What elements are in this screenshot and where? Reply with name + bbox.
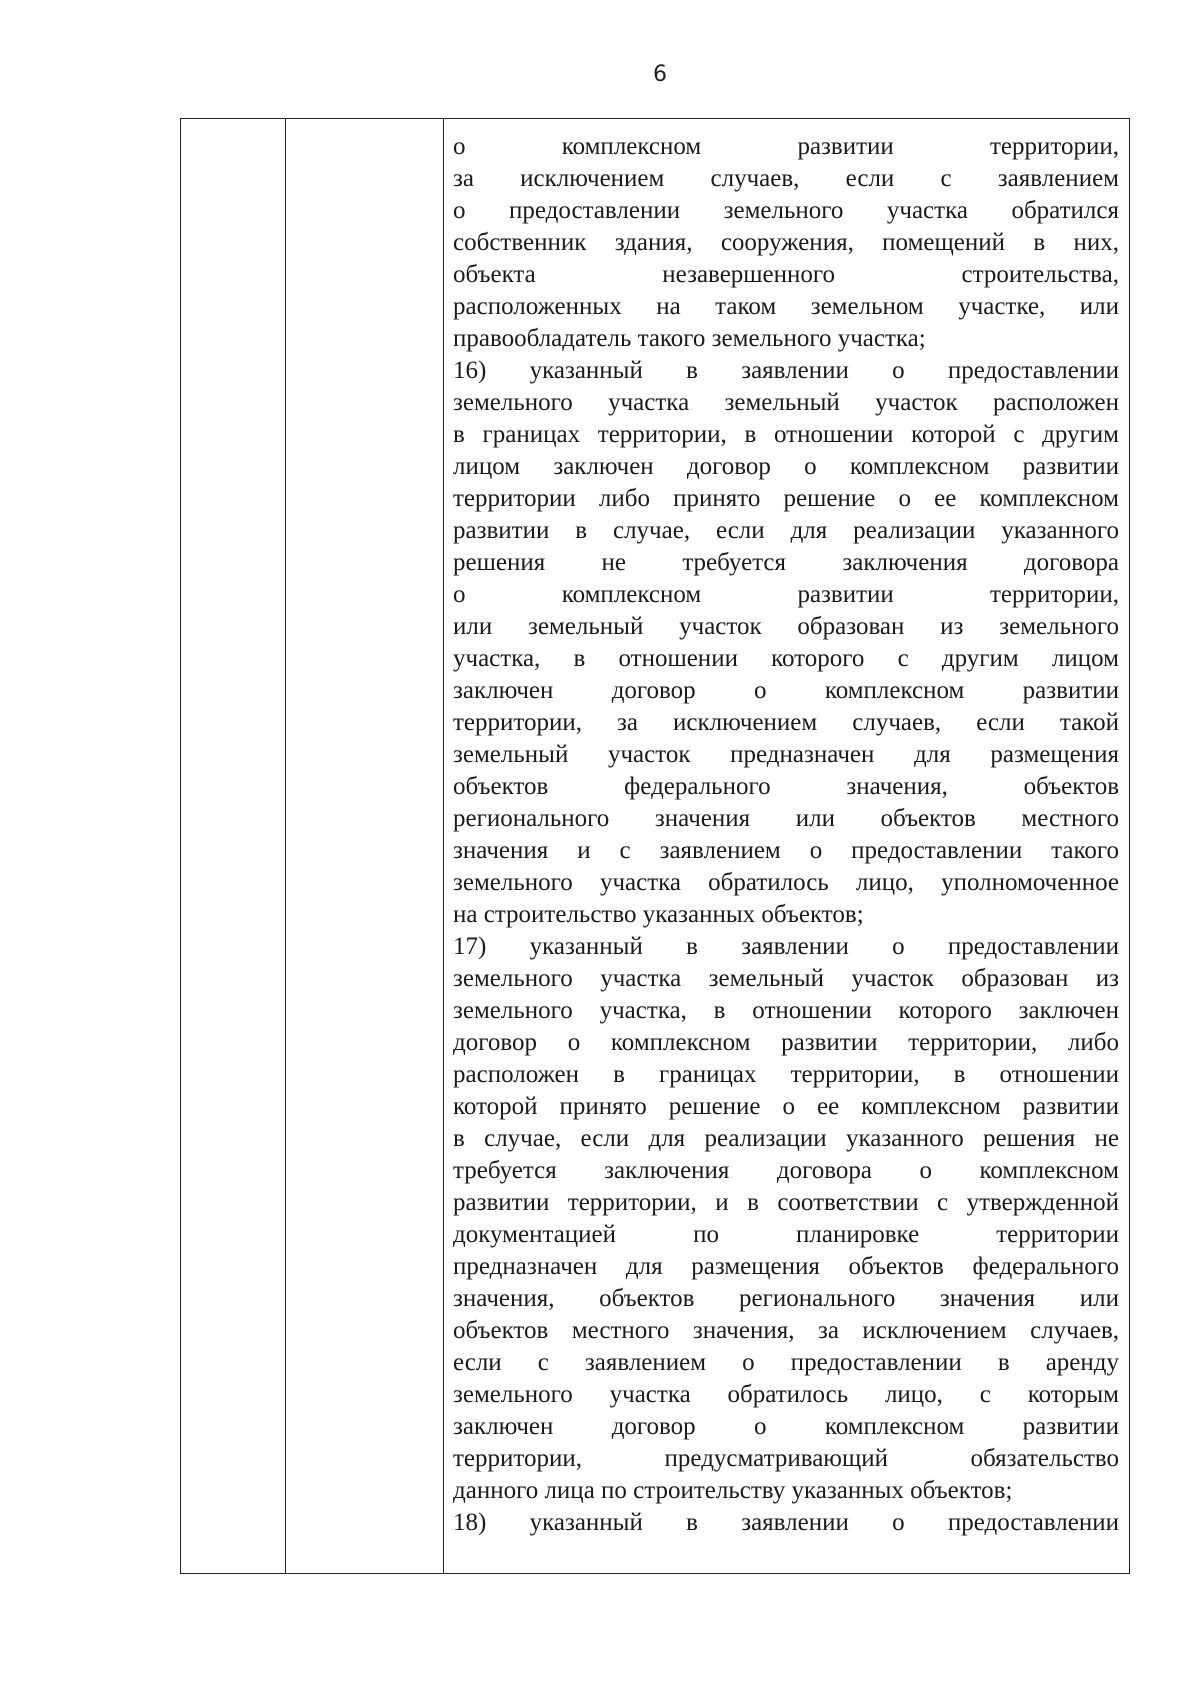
text-line: развитии территории, и в соответствии с утвержденной: [453, 1189, 1119, 1216]
text-line: в границах территории, в отношении которой с другим: [453, 421, 1119, 448]
text-line: участка, в отношении которого с другим лицом: [453, 645, 1119, 672]
text-line: земельного участка земельный участок образован из: [453, 965, 1119, 992]
text-line: объекта незавершенного строительства,: [453, 261, 1119, 288]
text-line: развитии в случае, если для реализации указанного: [453, 517, 1119, 544]
text-line: если с заявлением о предоставлении в аренду: [453, 1349, 1119, 1376]
text-line: или земельный участок образован из земельного: [453, 613, 1119, 640]
text-line: за исключением случаев, если с заявлением: [453, 165, 1119, 192]
text-line: о комплексном развитии территории,: [453, 581, 1119, 608]
text-line: правообладатель такого земельного участка;: [453, 325, 926, 352]
text-line: территории либо принято решение о ее комплексном: [453, 485, 1119, 512]
text-line: договор о комплексном развитии территории, либо: [453, 1029, 1119, 1056]
text-line: расположен в границах территории, в отношении: [453, 1061, 1119, 1088]
text-line: собственник здания, сооружения, помещений в них,: [453, 229, 1119, 256]
column-divider: [285, 119, 286, 1573]
text-line: о предоставлении земельного участка обратился: [453, 197, 1119, 224]
text-line: земельного участка земельный участок расположен: [453, 389, 1119, 416]
text-line: земельный участок предназначен для размещения: [453, 741, 1119, 768]
text-line: земельного участка обратилось лицо, с которым: [453, 1381, 1119, 1408]
text-line: документацией по планировке территории: [453, 1221, 1119, 1248]
text-line: 18) указанный в заявлении о предоставлении: [453, 1509, 1119, 1536]
text-line: регионального значения или объектов местного: [453, 805, 1119, 832]
text-line: на строительство указанных объектов;: [453, 901, 864, 928]
text-line: в случае, если для реализации указанного решения не: [453, 1125, 1119, 1152]
text-line: значения и с заявлением о предоставлении такого: [453, 837, 1119, 864]
text-line: 17) указанный в заявлении о предоставлении: [453, 933, 1119, 960]
text-line: о комплексном развитии территории,: [453, 133, 1119, 160]
text-line: земельного участка, в отношении которого заключен: [453, 997, 1119, 1024]
requirements-text-cell: [453, 131, 1119, 1539]
text-line: объектов местного значения, за исключением случаев,: [453, 1317, 1119, 1344]
text-line: предназначен для размещения объектов федерального: [453, 1253, 1119, 1280]
text-line: требуется заключения договора о комплексном: [453, 1157, 1119, 1184]
text-line: территории, за исключением случаев, если такой: [453, 709, 1119, 736]
text-line: которой принято решение о ее комплексном развитии: [453, 1093, 1119, 1120]
page-number: 6: [653, 62, 667, 87]
text-line: заключен договор о комплексном развитии: [453, 677, 1119, 704]
column-divider: [443, 119, 444, 1573]
text-line: заключен договор о комплексном развитии: [453, 1413, 1119, 1440]
text-line: лицом заключен договор о комплексном развитии: [453, 453, 1119, 480]
text-line: 16) указанный в заявлении о предоставлении: [453, 357, 1119, 384]
text-line: данного лица по строительству указанных объектов;: [453, 1477, 1013, 1504]
text-line: объектов федерального значения, объектов: [453, 773, 1119, 800]
text-line: земельного участка обратилось лицо, уполномоченное: [453, 869, 1119, 896]
text-line: расположенных на таком земельном участке, или: [453, 293, 1119, 320]
document-table: [180, 118, 1130, 1574]
text-line: территории, предусматривающий обязательство: [453, 1445, 1119, 1472]
text-line: значения, объектов регионального значения или: [453, 1285, 1119, 1312]
text-line: решения не требуется заключения договора: [453, 549, 1119, 576]
